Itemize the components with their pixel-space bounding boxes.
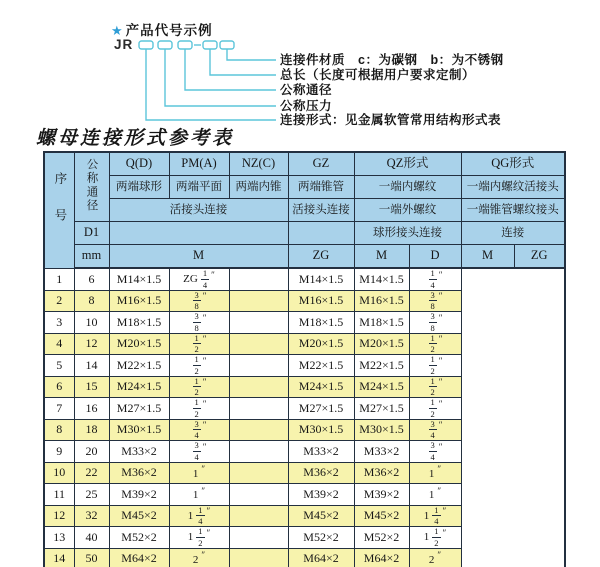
cell-qg-m: M45×2 bbox=[354, 505, 409, 527]
cell-diameter: 12 bbox=[74, 333, 109, 355]
cell-gz-zg: $\frac{1}{2}$ ″ bbox=[169, 376, 229, 398]
cell-qz-d: M64×2 bbox=[288, 548, 354, 567]
cell-qz-d: M27×1.5 bbox=[288, 398, 354, 420]
table-row bbox=[44, 419, 565, 441]
header-col-qg: QG形式 bbox=[461, 152, 565, 176]
cell-gz-zg: $\frac{1}{2}$ ″ bbox=[169, 398, 229, 420]
leader-line bbox=[227, 49, 276, 60]
cell-m-thread: M36×2 bbox=[109, 462, 169, 484]
cell-qz-d: M22×1.5 bbox=[288, 355, 354, 377]
header-nz-desc: 两端内锥 bbox=[229, 176, 288, 199]
header-qg-desc1: 一端内螺纹活接头 bbox=[461, 176, 565, 199]
cell-qz-d: M24×1.5 bbox=[288, 376, 354, 398]
star-icon: ★ bbox=[111, 23, 124, 38]
header-union-joint-gz: 活接头连接 bbox=[288, 199, 354, 222]
cell-qg-m: M20×1.5 bbox=[354, 333, 409, 355]
cell-gz-zg: $\frac{3}{4}$ ″ bbox=[169, 441, 229, 463]
cell-m-thread: M33×2 bbox=[109, 441, 169, 463]
cell-qz-d: M18×1.5 bbox=[288, 312, 354, 334]
code-box bbox=[139, 41, 153, 49]
cell-gz-zg: $\frac{3}{8}$ ″ bbox=[169, 290, 229, 312]
cell-qg-m: M24×1.5 bbox=[354, 376, 409, 398]
table-row bbox=[44, 484, 565, 506]
cell-diameter: 18 bbox=[74, 419, 109, 441]
cell-qz-m bbox=[229, 355, 288, 377]
cell-diameter: 10 bbox=[74, 312, 109, 334]
header-qg-zg: ZG bbox=[514, 245, 565, 269]
reference-table-wrap bbox=[43, 151, 566, 567]
table-row bbox=[44, 548, 565, 567]
cell-qg-zg: $\frac{3}{4}$ ″ bbox=[409, 441, 461, 463]
cell-m-thread: M16×1.5 bbox=[109, 290, 169, 312]
cell-diameter: 22 bbox=[74, 462, 109, 484]
diagram-label-length: 总长（长度可根据用户要求定制） bbox=[280, 68, 476, 82]
cell-diameter: 6 bbox=[74, 268, 109, 290]
cell-gz-zg: ZG $\frac{1}{4}$ ″ bbox=[169, 268, 229, 290]
cell-qz-m bbox=[229, 462, 288, 484]
header-empty-qpmnz bbox=[109, 222, 288, 245]
header-qg-desc3: 连接 bbox=[461, 222, 565, 245]
cell-qz-m bbox=[229, 441, 288, 463]
cell-gz-zg: $\frac{1}{2}$ ″ bbox=[169, 333, 229, 355]
diagram-label-pressure: 公称压力 bbox=[280, 99, 333, 113]
cell-diameter: 32 bbox=[74, 505, 109, 527]
cell-gz-zg: 1 $\frac{1}{2}$ ″ bbox=[169, 527, 229, 549]
cell-qg-m: M36×2 bbox=[354, 462, 409, 484]
cell-m-thread: M18×1.5 bbox=[109, 312, 169, 334]
table-row bbox=[44, 355, 565, 377]
header-qz-desc1: 一端内螺纹 bbox=[354, 176, 461, 199]
header-union-joint: 活接头连接 bbox=[109, 199, 288, 222]
table-body bbox=[44, 268, 565, 567]
cell-gz-zg: $\frac{3}{4}$ ″ bbox=[169, 419, 229, 441]
cell-qz-m bbox=[229, 312, 288, 334]
cell-qz-m bbox=[229, 548, 288, 567]
header-qz-m: M bbox=[354, 245, 409, 269]
cell-diameter: 15 bbox=[74, 376, 109, 398]
nut-connection-table bbox=[43, 151, 566, 567]
header-empty-gz bbox=[288, 222, 354, 245]
cell-diameter: 20 bbox=[74, 441, 109, 463]
cell-seq: 8 bbox=[44, 419, 74, 441]
diagram-label-material: 连接件材质 c：为碳钢 b：为不锈钢 bbox=[280, 53, 504, 67]
cell-gz-zg: 1 ″ bbox=[169, 484, 229, 506]
header-q-desc: 两端球形 bbox=[109, 176, 169, 199]
cell-qz-d: M16×1.5 bbox=[288, 290, 354, 312]
cell-gz-zg: 1 ″ bbox=[169, 462, 229, 484]
cell-seq: 1 bbox=[44, 268, 74, 290]
cell-qz-m bbox=[229, 398, 288, 420]
diagram-heading-text: 产品代号示例 bbox=[125, 23, 213, 38]
cell-qg-m: M22×1.5 bbox=[354, 355, 409, 377]
cell-qz-m bbox=[229, 419, 288, 441]
cell-m-thread: M64×2 bbox=[109, 548, 169, 567]
leader-line bbox=[185, 49, 276, 90]
header-qz-d: D bbox=[409, 245, 461, 269]
cell-qg-m: M30×1.5 bbox=[354, 419, 409, 441]
cell-m-thread: M39×2 bbox=[109, 484, 169, 506]
cell-qg-zg: 1 ″ bbox=[409, 462, 461, 484]
diagram-label-connection: 连接形式：见金属软管常用结构形式表 bbox=[280, 113, 502, 127]
cell-gz-zg: $\frac{3}{8}$ ″ bbox=[169, 312, 229, 334]
header-seq: 序号 bbox=[44, 152, 74, 268]
header-d1: D1 bbox=[74, 222, 109, 245]
cell-seq: 3 bbox=[44, 312, 74, 334]
cell-m-thread: M30×1.5 bbox=[109, 419, 169, 441]
cell-gz-zg: 2 ″ bbox=[169, 548, 229, 567]
table-row bbox=[44, 441, 565, 463]
cell-diameter: 16 bbox=[74, 398, 109, 420]
cell-qz-m bbox=[229, 290, 288, 312]
cell-seq: 7 bbox=[44, 398, 74, 420]
cell-qg-m: M52×2 bbox=[354, 527, 409, 549]
header-pm-desc: 两端平面 bbox=[169, 176, 229, 199]
cell-qz-d: M52×2 bbox=[288, 527, 354, 549]
cell-m-thread: M52×2 bbox=[109, 527, 169, 549]
cell-qg-m: M14×1.5 bbox=[354, 268, 409, 290]
code-prefix: JR bbox=[114, 37, 134, 52]
cell-qg-zg: $\frac{3}{4}$ ″ bbox=[409, 419, 461, 441]
cell-m-thread: M22×1.5 bbox=[109, 355, 169, 377]
cell-qg-m: M64×2 bbox=[354, 548, 409, 567]
cell-qg-zg: 1 $\frac{1}{4}$ ″ bbox=[409, 505, 461, 527]
cell-diameter: 50 bbox=[74, 548, 109, 567]
cell-gz-zg: 1 $\frac{1}{4}$ ″ bbox=[169, 505, 229, 527]
header-col-gz: GZ bbox=[288, 152, 354, 176]
cell-m-thread: M14×1.5 bbox=[109, 268, 169, 290]
table-row bbox=[44, 505, 565, 527]
header-nominal-diameter: 公称通径 bbox=[74, 152, 109, 222]
cell-qz-m bbox=[229, 484, 288, 506]
cell-qg-zg: $\frac{1}{2}$ ″ bbox=[409, 398, 461, 420]
header-col-nz: NZ(C) bbox=[229, 152, 288, 176]
cell-qg-m: M16×1.5 bbox=[354, 290, 409, 312]
table-row bbox=[44, 527, 565, 549]
cell-qg-m: M27×1.5 bbox=[354, 398, 409, 420]
cell-qg-zg: 2 ″ bbox=[409, 548, 461, 567]
cell-qz-d: M45×2 bbox=[288, 505, 354, 527]
cell-m-thread: M45×2 bbox=[109, 505, 169, 527]
cell-diameter: 14 bbox=[74, 355, 109, 377]
code-box bbox=[220, 41, 234, 49]
header-gz-zg-label: ZG bbox=[288, 245, 354, 269]
code-box bbox=[178, 41, 192, 49]
diagram-label-diameter: 公称通径 bbox=[280, 83, 333, 97]
cell-qz-m bbox=[229, 333, 288, 355]
cell-qz-m bbox=[229, 527, 288, 549]
cell-seq: 12 bbox=[44, 505, 74, 527]
header-qg-m: M bbox=[461, 245, 514, 269]
cell-qz-d: M14×1.5 bbox=[288, 268, 354, 290]
cell-qz-d: M30×1.5 bbox=[288, 419, 354, 441]
cell-qg-m: M33×2 bbox=[354, 441, 409, 463]
header-mm: mm bbox=[74, 245, 109, 269]
header-qz-desc3: 球形接头连接 bbox=[354, 222, 461, 245]
cell-qz-m bbox=[229, 376, 288, 398]
table-row bbox=[44, 462, 565, 484]
cell-qz-d: M36×2 bbox=[288, 462, 354, 484]
code-box bbox=[203, 41, 217, 49]
cell-diameter: 40 bbox=[74, 527, 109, 549]
cell-qg-zg: $\frac{1}{2}$ ″ bbox=[409, 376, 461, 398]
table-row bbox=[44, 398, 565, 420]
cell-qg-zg: $\frac{1}{2}$ ″ bbox=[409, 333, 461, 355]
cell-qg-zg: $\frac{3}{8}$ ″ bbox=[409, 290, 461, 312]
cell-qg-zg: 1 ″ bbox=[409, 484, 461, 506]
cell-qz-m bbox=[229, 268, 288, 290]
cell-diameter: 25 bbox=[74, 484, 109, 506]
cell-seq: 5 bbox=[44, 355, 74, 377]
cell-qz-d: M20×1.5 bbox=[288, 333, 354, 355]
cell-qz-m bbox=[229, 505, 288, 527]
header-col-qz: QZ形式 bbox=[354, 152, 461, 176]
cell-qg-zg: 1 $\frac{1}{2}$ ″ bbox=[409, 527, 461, 549]
cell-diameter: 8 bbox=[74, 290, 109, 312]
cell-gz-zg: $\frac{1}{2}$ ″ bbox=[169, 355, 229, 377]
cell-seq: 4 bbox=[44, 333, 74, 355]
cell-seq: 13 bbox=[44, 527, 74, 549]
cell-qg-m: M39×2 bbox=[354, 484, 409, 506]
cell-qg-zg: $\frac{3}{8}$ ″ bbox=[409, 312, 461, 334]
cell-seq: 14 bbox=[44, 548, 74, 567]
header-gz-desc: 两端锥管 bbox=[288, 176, 354, 199]
cell-qg-m: M18×1.5 bbox=[354, 312, 409, 334]
code-box bbox=[158, 41, 172, 49]
cell-qz-d: M33×2 bbox=[288, 441, 354, 463]
leader-line bbox=[210, 49, 276, 75]
cell-seq: 11 bbox=[44, 484, 74, 506]
header-m-label: M bbox=[109, 245, 288, 269]
header-qg-desc2: 一端锥管螺纹接头 bbox=[461, 199, 565, 222]
cell-m-thread: M20×1.5 bbox=[109, 333, 169, 355]
header-col-pm: PM(A) bbox=[169, 152, 229, 176]
table-row bbox=[44, 290, 565, 312]
table-title: 螺母连接形式参考表 bbox=[36, 128, 235, 149]
cell-seq: 2 bbox=[44, 290, 74, 312]
cell-qg-zg: $\frac{1}{4}$ ″ bbox=[409, 268, 461, 290]
table-row bbox=[44, 333, 565, 355]
table-row bbox=[44, 268, 565, 290]
cell-seq: 9 bbox=[44, 441, 74, 463]
cell-seq: 10 bbox=[44, 462, 74, 484]
table-row bbox=[44, 312, 565, 334]
cell-m-thread: M27×1.5 bbox=[109, 398, 169, 420]
cell-qg-zg: $\frac{1}{2}$ ″ bbox=[409, 355, 461, 377]
cell-m-thread: M24×1.5 bbox=[109, 376, 169, 398]
cell-seq: 6 bbox=[44, 376, 74, 398]
diagram-heading bbox=[111, 19, 213, 39]
cell-qz-d: M39×2 bbox=[288, 484, 354, 506]
leader-line bbox=[165, 49, 276, 106]
table-row bbox=[44, 376, 565, 398]
header-col-q: Q(D) bbox=[109, 152, 169, 176]
header-qz-desc2: 一端外螺纹 bbox=[354, 199, 461, 222]
